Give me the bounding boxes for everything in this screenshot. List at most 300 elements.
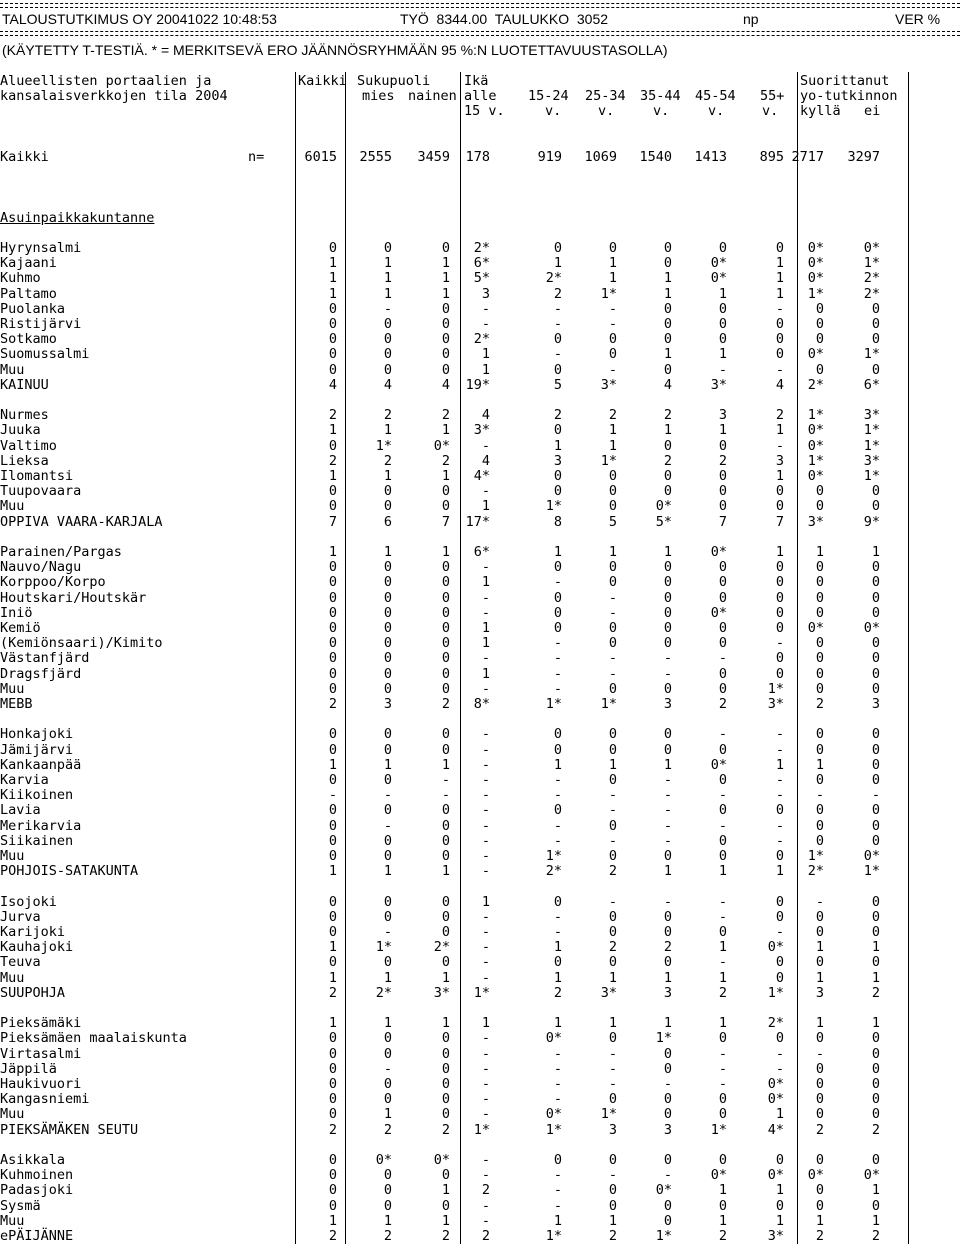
row-value: 1 [553,1213,562,1229]
row-value: 0* [863,848,880,864]
row-label: Puolanka [0,301,66,317]
row-value: 0 [328,240,337,256]
row-value: 0 [663,1091,672,1107]
row-value: 0 [553,559,562,575]
row-value: 0 [608,635,617,651]
row-value: 2 [608,939,617,955]
row-value: 0 [871,316,880,332]
row-value: 0 [441,331,450,347]
header-rule-2 [0,35,960,36]
row-value: 0 [608,726,617,742]
row-value: 1 [481,666,490,682]
row-value: 3* [433,985,450,1001]
row-value: - [481,863,490,879]
row-value: 0* [807,240,824,256]
row-value: 2* [375,985,392,1001]
row-value: - [481,787,490,803]
row-value: 1* [545,498,562,514]
row-value: 1 [718,863,727,879]
row-value: 0 [383,666,392,682]
row-value: 1 [718,970,727,986]
row-label: Kangasniemi [0,1091,90,1107]
row-value: 0 [815,1061,824,1077]
row-value: 0* [807,346,824,362]
row-value: 0 [663,1106,672,1122]
row-label: Dragsfjärd [0,666,82,682]
row-value: 0 [815,498,824,514]
header-sub-label: 15 v. [464,103,505,119]
row-label: Paltamo [0,286,57,302]
row-value: - [663,666,672,682]
row-value: 0 [441,726,450,742]
row-value: 0 [815,818,824,834]
row-value: 0* [807,468,824,484]
total-cell: 919 [537,149,562,165]
row-value: 0 [383,331,392,347]
row-value: 0 [383,605,392,621]
row-value: 0 [663,468,672,484]
row-value: 0 [663,726,672,742]
row-value: - [383,301,392,317]
row-value: 1 [441,422,450,438]
row-value: - [718,1076,727,1092]
row-value: 1* [375,939,392,955]
row-value: 2 [328,985,337,1001]
row-value: - [481,1076,490,1092]
row-value: 9* [863,514,880,530]
row-value: - [663,772,672,788]
row-value: - [663,650,672,666]
row-value: 0 [871,1198,880,1214]
row-value: 2 [441,1228,450,1244]
row-value: 1 [328,939,337,955]
row-value: 0 [328,1046,337,1062]
row-value: - [481,1030,490,1046]
row-value: 0 [328,1030,337,1046]
row-label: Isojoki [0,894,57,910]
row-value: 0 [608,848,617,864]
header-sub-label: mies [362,88,395,104]
row-value: 0* [767,939,784,955]
row-value: - [608,301,617,317]
row-value: 1 [663,970,672,986]
row-label: Honkajoki [0,726,74,742]
row-value: 8* [473,696,490,712]
row-value: 0 [871,742,880,758]
row-value: 0 [815,1030,824,1046]
row-value: 2 [441,696,450,712]
row-value: - [481,954,490,970]
row-label: Muu [0,362,25,378]
row-value: 0 [871,635,880,651]
row-value: 1 [481,894,490,910]
row-value: - [481,833,490,849]
row-value: 1 [441,544,450,560]
row-value: 1 [775,757,784,773]
row-value: 0 [775,909,784,925]
row-value: 1 [718,422,727,438]
row-value: 2* [473,331,490,347]
row-value: 0 [663,316,672,332]
row-value: - [663,894,672,910]
row-value: 2 [718,1228,727,1244]
row-value: 1 [553,255,562,271]
row-value: 0 [718,438,727,454]
row-value: 1* [545,1228,562,1244]
row-value: 0 [383,909,392,925]
row-value: 7 [328,514,337,530]
row-value: 1 [328,757,337,773]
row-value: 0 [663,362,672,378]
header-sub-label: v. [708,103,725,119]
row-value: 3* [863,407,880,423]
row-value: 0 [871,1061,880,1077]
row-value: 0 [775,666,784,682]
row-value: 0 [663,574,672,590]
row-value: 1 [481,620,490,636]
report-header-right: VER % [895,11,941,27]
row-value: - [718,909,727,925]
row-value: 0 [553,240,562,256]
row-value: 0* [807,255,824,271]
row-value: - [553,909,562,925]
row-value: 1 [441,270,450,286]
row-value: 0 [815,954,824,970]
row-value: 0 [718,468,727,484]
row-value: - [608,666,617,682]
row-value: 0 [608,498,617,514]
row-value: 0 [441,1167,450,1183]
row-value: 1 [383,1015,392,1031]
row-value: 0 [441,894,450,910]
row-label: Muu [0,1213,25,1229]
row-value: 0 [608,331,617,347]
row-value: 0 [718,666,727,682]
row-value: 0 [871,802,880,818]
row-value: - [481,1046,490,1062]
row-value: 0 [608,559,617,575]
row-value: 0 [775,954,784,970]
row-value: - [481,757,490,773]
row-value: - [481,924,490,940]
row-value: 0 [328,331,337,347]
row-value: 3 [383,696,392,712]
row-value: 0 [815,590,824,606]
row-value: 2 [328,453,337,469]
row-value: - [663,818,672,834]
row-value: 1 [775,1182,784,1198]
row-value: 2 [328,1122,337,1138]
row-value: - [718,954,727,970]
row-value: 0 [871,909,880,925]
row-value: 0 [608,954,617,970]
row-value: 0 [871,681,880,697]
row-value: 1 [481,574,490,590]
row-value: 0 [775,240,784,256]
row-value: - [481,1213,490,1229]
table-title-line-1: Alueellisten portaalien ja [0,73,212,89]
row-value: 1 [608,1015,617,1031]
row-label: POHJOIS-SATAKUNTA [0,863,139,879]
row-label: Muu [0,848,25,864]
row-value: 1 [328,863,337,879]
row-value: 0 [608,924,617,940]
row-value: 0 [441,1046,450,1062]
row-value: 2 [663,407,672,423]
row-value: 0 [775,650,784,666]
row-value: 0 [718,635,727,651]
row-value: 1 [815,1213,824,1229]
row-value: 0 [441,559,450,575]
row-value: 0* [710,255,727,271]
row-value: 1 [718,286,727,302]
row-value: - [775,1061,784,1077]
row-value: - [553,1182,562,1198]
row-value: 0 [441,650,450,666]
row-value: 0 [815,1091,824,1107]
row-value: 0 [871,1152,880,1168]
row-value: 1 [383,970,392,986]
row-value: 0 [608,1030,617,1046]
row-value: - [608,362,617,378]
row-value: 1 [815,970,824,986]
row-value: 1 [328,270,337,286]
row-value: 1 [553,757,562,773]
row-label: Kiikoinen [0,787,74,803]
total-cell: 895 [759,149,784,165]
row-value: 1* [710,1122,727,1138]
row-value: 1 [481,1015,490,1031]
row-value: 3 [663,696,672,712]
row-value: 2 [718,453,727,469]
row-value: 0 [718,1030,727,1046]
row-value: 6 [383,514,392,530]
row-value: 0* [655,1182,672,1198]
total-row-n-label: n= [248,149,265,165]
row-value: 0 [383,1076,392,1092]
row-value: 0 [608,1091,617,1107]
row-value: 0 [663,301,672,317]
row-label: MEBB [0,696,33,712]
row-value: 8 [553,514,562,530]
row-label: Kuhmoinen [0,1167,74,1183]
row-value: 1* [767,985,784,1001]
row-value: 6* [863,377,880,393]
row-value: 0 [553,468,562,484]
row-label: Iniö [0,605,33,621]
row-value: 1 [328,255,337,271]
row-value: 0 [441,1076,450,1092]
row-value: 0 [775,1030,784,1046]
row-value: 0 [815,924,824,940]
row-value: 7 [775,514,784,530]
row-value: 0 [553,802,562,818]
row-value: 0 [871,605,880,621]
header-sub-label: v. [653,103,670,119]
row-value: 0 [328,1061,337,1077]
row-value: - [481,970,490,986]
row-value: 1* [375,438,392,454]
row-value: - [383,787,392,803]
row-value: - [481,909,490,925]
row-value: 0 [718,316,727,332]
row-value: 0 [328,848,337,864]
row-value: - [718,894,727,910]
row-value: 0 [775,970,784,986]
row-value: 1* [767,681,784,697]
row-value: 3 [481,286,490,302]
row-value: 4 [383,377,392,393]
row-value: 1 [871,544,880,560]
top-rule-1 [0,3,960,4]
row-value: 0* [655,498,672,514]
row-value: - [553,650,562,666]
row-value: 3 [663,1122,672,1138]
row-value: 2* [545,863,562,879]
row-label: Juuka [0,422,41,438]
row-value: 6* [473,255,490,271]
row-value: - [553,666,562,682]
row-value: 1* [655,1030,672,1046]
total-cell: 6015 [304,149,337,165]
row-value: 3 [608,1122,617,1138]
header-sub-label: ei [864,103,881,119]
row-value: 1 [328,970,337,986]
row-value: 0 [663,1046,672,1062]
row-value: - [481,1152,490,1168]
row-value: 0 [815,1152,824,1168]
row-value: 1 [775,286,784,302]
row-value: 0 [328,498,337,514]
row-value: 0 [441,635,450,651]
row-value: 0 [663,954,672,970]
total-cell: 3297 [847,149,880,165]
row-value: 0 [441,346,450,362]
row-value: 0 [871,666,880,682]
row-value: 0 [718,620,727,636]
row-value: - [815,1046,824,1062]
row-value: 2* [863,270,880,286]
total-cell: 1069 [584,149,617,165]
row-value: 1 [815,939,824,955]
row-value: - [481,590,490,606]
row-value: 1 [441,1213,450,1229]
row-value: 1* [655,1228,672,1244]
row-value: - [608,605,617,621]
row-value: - [383,818,392,834]
row-value: 1* [863,863,880,879]
row-value: 0 [871,954,880,970]
row-value: 0 [663,848,672,864]
row-value: 0 [718,802,727,818]
row-value: 0 [871,362,880,378]
header-sub-label: 45-54 [695,88,736,104]
row-value: - [553,681,562,697]
row-value: 1 [663,422,672,438]
row-value: 1 [815,544,824,560]
header-ika: Ikä [464,73,489,89]
total-cell: 1540 [639,149,672,165]
row-value: 1 [871,1182,880,1198]
row-value: 4* [473,468,490,484]
row-value: 1* [863,255,880,271]
row-value: 3* [473,422,490,438]
row-value: 0 [871,590,880,606]
row-value: - [553,1198,562,1214]
row-value: 0 [328,1106,337,1122]
row-value: - [481,1198,490,1214]
row-value: 0 [718,1091,727,1107]
row-value: 1 [441,863,450,879]
row-value: 0 [441,1030,450,1046]
row-value: 2 [328,696,337,712]
row-value: 1 [328,1015,337,1031]
row-value: - [441,772,450,788]
row-value: - [481,939,490,955]
row-value: - [663,1076,672,1092]
row-value: - [608,590,617,606]
row-value: 1 [608,544,617,560]
row-label: Siikainen [0,833,74,849]
row-value: 2 [441,453,450,469]
row-value: 2 [441,407,450,423]
row-value: - [775,362,784,378]
row-value: 0 [328,909,337,925]
row-value: 1* [863,422,880,438]
row-value: 0 [553,422,562,438]
row-value: 0 [328,833,337,849]
row-value: 0 [383,772,392,788]
row-value: 0 [815,742,824,758]
row-value: 1* [807,848,824,864]
row-value: 4 [775,377,784,393]
row-value: 0* [545,1030,562,1046]
row-label: Virtasalmi [0,1046,82,1062]
row-value: 0 [775,894,784,910]
row-value: 0 [775,848,784,864]
row-value: 0 [608,346,617,362]
row-value: 4 [328,377,337,393]
row-value: 0 [871,1106,880,1122]
row-value: 3 [663,985,672,1001]
row-value: 0 [775,574,784,590]
row-value: 0 [441,1091,450,1107]
row-value: 0 [815,681,824,697]
row-value: - [481,818,490,834]
row-value: - [608,650,617,666]
row-value: - [553,818,562,834]
row-value: 0 [553,620,562,636]
row-value: 2* [473,240,490,256]
row-value: 0 [328,1091,337,1107]
row-value: 0 [383,346,392,362]
row-value: 0 [328,1198,337,1214]
row-label: KAINUU [0,377,49,393]
row-value: 0 [608,240,617,256]
row-value: - [775,635,784,651]
row-label: Teuva [0,954,41,970]
row-value: - [718,787,727,803]
header-sukupuoli: Sukupuoli [357,73,431,89]
row-value: 3* [600,377,617,393]
row-value: 4* [767,1122,784,1138]
header-sub-label: nainen [408,88,457,104]
row-value: 2 [608,1228,617,1244]
row-value: 1* [545,696,562,712]
row-value: 0 [383,1182,392,1198]
row-value: 2 [871,1228,880,1244]
row-value: 0 [553,483,562,499]
